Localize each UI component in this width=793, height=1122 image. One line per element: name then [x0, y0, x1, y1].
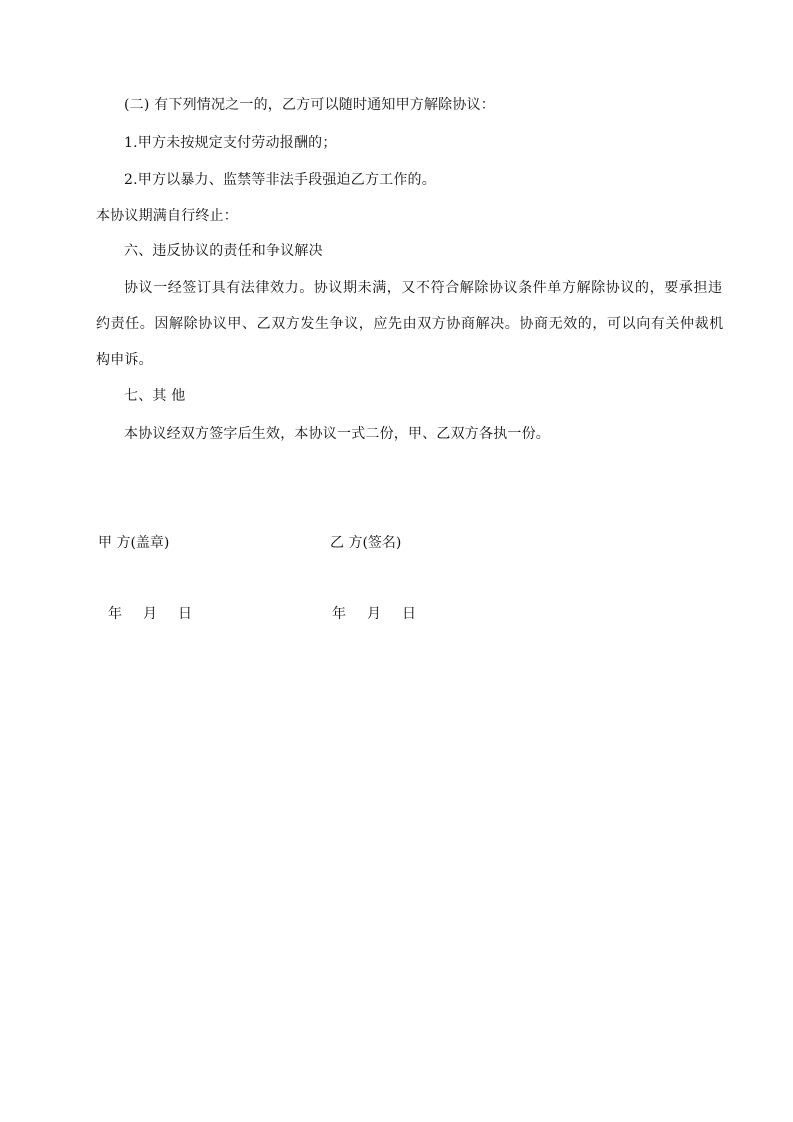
- party-a-date-day: 日: [178, 606, 192, 622]
- section-6-paragraph-line-1: 协议一经签订具有法律效力。协议期未满，又不符合解除协议条件单方解除协议的，要承担违: [124, 280, 723, 296]
- section-6-paragraph-line-2: 约责任。因解除协议甲、乙双方发生争议，应先由双方协商解决。协商无效的，可以向有关仲裁机: [96, 316, 724, 332]
- party-b-date-year: 年: [332, 606, 346, 622]
- expiry-note: 本协议期满自行终止：: [96, 208, 238, 224]
- party-a-date-month: 月: [143, 606, 157, 622]
- clause-2-heading: (二) 有下列情况之一的，乙方可以随时通知甲方解除协议：: [124, 97, 495, 113]
- party-b-date-day: 日: [402, 606, 416, 622]
- party-a-date-year: 年: [108, 606, 122, 622]
- section-7-paragraph: 本协议经双方签字后生效，本协议一式二份，甲、乙双方各执一份。: [124, 426, 550, 442]
- clause-2-item-1: 1.甲方未按规定支付劳动报酬的；: [124, 135, 337, 151]
- section-7-title: 七、其 他: [124, 388, 186, 404]
- section-6-title: 六、违反协议的责任和争议解决: [124, 243, 323, 259]
- party-b-date-month: 月: [367, 606, 381, 622]
- party-b-signature-label: 乙 方(签名): [330, 535, 402, 551]
- party-a-signature-label: 甲 方(盖章): [98, 535, 170, 551]
- clause-2-item-2: 2.甲方以暴力、监禁等非法手段强迫乙方工作的。: [124, 172, 436, 188]
- section-6-paragraph-line-3: 构申诉。: [96, 352, 153, 368]
